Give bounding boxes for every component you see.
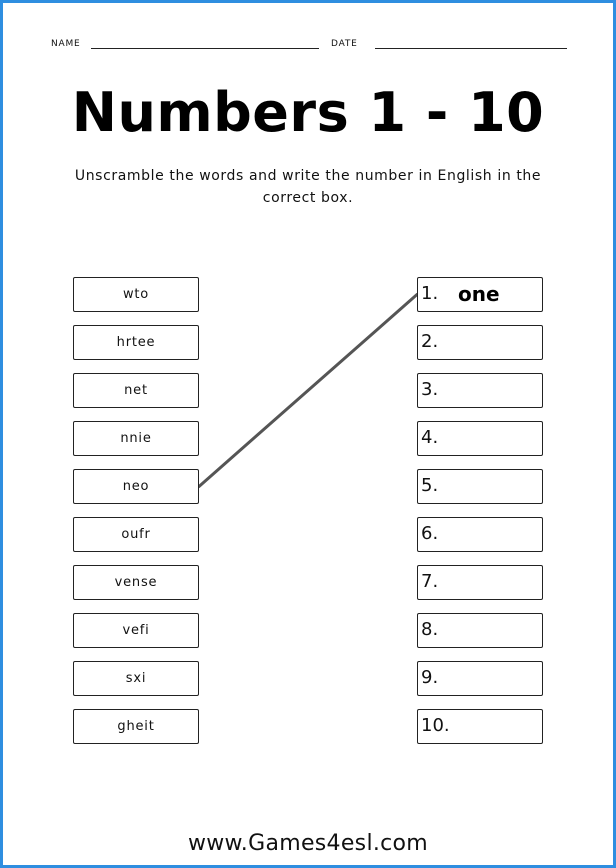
date-label: DATE [331, 39, 358, 49]
word-box: vefi [73, 613, 199, 648]
answer-box[interactable] [417, 325, 543, 360]
page-title: Numbers 1 - 10 [71, 81, 545, 144]
answer-box[interactable] [417, 661, 543, 696]
answer-box[interactable] [417, 277, 543, 312]
answer-box[interactable] [417, 709, 543, 744]
answer-number: 5. [421, 475, 439, 496]
answer-number: 6. [421, 523, 439, 544]
name-date-row [51, 39, 571, 53]
answer-box[interactable] [417, 565, 543, 600]
answer-text: one [458, 282, 500, 306]
word-box: vense [73, 565, 199, 600]
word-box: gheit [73, 709, 199, 744]
word-box: hrtee [73, 325, 199, 360]
site-url-footer: www.Games4esl.com [187, 831, 429, 856]
answer-number: 1. [421, 283, 439, 304]
answer-number: 9. [421, 667, 439, 688]
word-box: nnie [73, 421, 199, 456]
answer-number: 2. [421, 331, 439, 352]
word-box: net [73, 373, 199, 408]
example-connector [199, 295, 417, 487]
answer-box[interactable] [417, 373, 543, 408]
instructions: Unscramble the words and write the number in English in the correct box. [74, 168, 542, 206]
date-line [375, 48, 567, 49]
answer-number: 8. [421, 619, 439, 640]
answer-box[interactable] [417, 421, 543, 456]
answer-number: 7. [421, 571, 439, 592]
answer-box[interactable] [417, 613, 543, 648]
answer-box[interactable] [417, 517, 543, 552]
word-box: wto [73, 277, 199, 312]
answer-number: 10. [421, 715, 450, 736]
word-box: oufr [73, 517, 199, 552]
word-box: sxi [73, 661, 199, 696]
word-box: neo [73, 469, 199, 504]
name-line [91, 48, 319, 49]
answer-box[interactable] [417, 469, 543, 504]
name-label: NAME [51, 39, 81, 49]
answer-number: 4. [421, 427, 439, 448]
answer-number: 3. [421, 379, 439, 400]
